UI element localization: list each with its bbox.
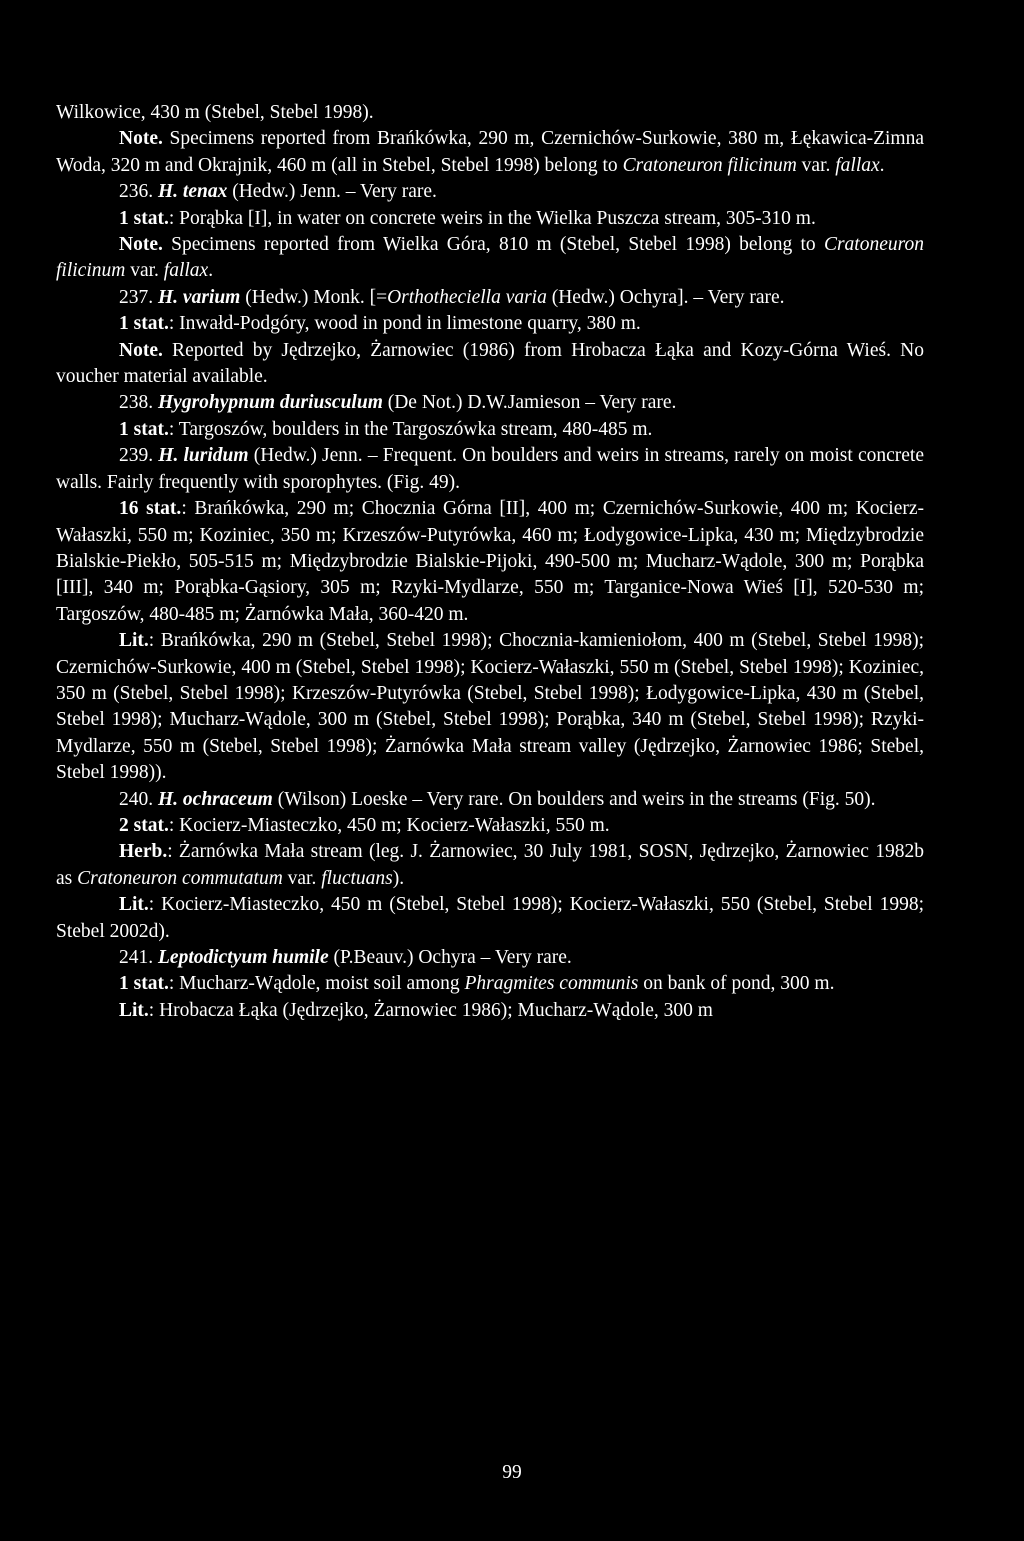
text-run: (Hedw.) Ochyra]. – Very rare. <box>546 286 785 308</box>
paragraph <box>56 945 924 971</box>
taxon-name: H. varium <box>158 286 241 308</box>
paragraph <box>56 443 924 496</box>
taxon-name: H. luridum <box>158 445 249 467</box>
paragraph <box>56 628 924 786</box>
text-run: Specimens reported from Wielka Góra, 810 m (Stebel, Stebel 1998) belong to <box>162 234 824 256</box>
text-run: : Brańkówka, 290 m; Chocznia Górna [II], 400 m; Czernichów-Surkowie, 400 m; Kocierz-Wałaszki, 550 m; Koziniec, 350 m; Krzeszów-Putyrówka, 460 m; Łodygowice-Lipka, 430 m; Międzybrodzie Bialskie-Piekło, 505-515 m; Międzybrodzie Bialskie-Pijoki, 490-500 m; Mucharz-Wądole, 300 m; Porąbka [III], 340 m; Porąbka-Gąsiory, 305 m; Rzyki-Mydlarze, 550 m; Targanice-Nowa Wieś [I], 520-530 m; Targoszów, 480-485 m; Żarnówka Mała, 360-420 m. <box>56 498 924 625</box>
section-label: Lit. <box>119 894 149 916</box>
section-label: 1 stat. <box>119 973 169 995</box>
text-run: var. <box>796 154 836 176</box>
text-run: 241. <box>119 947 158 968</box>
text-run: 239. <box>119 445 159 467</box>
section-label: Note. <box>119 339 163 361</box>
text-run: : Kocierz-Miasteczko, 450 m (Stebel, Stebel 1998); Kocierz-Wałaszki, 550 (Stebel, Stebel 1998; Stebel 2002d). <box>56 894 924 942</box>
section-label: 2 stat. <box>119 814 169 836</box>
text-run: Specimens reported from Brańkówka, 290 m, Czernichów-Surkowie, 380 m, Łękawica-Zimna Woda, 320 m and Okrajnik, 460 m (all in Stebel, Stebel 1998) belong to <box>56 128 924 176</box>
paragraph <box>56 839 924 892</box>
text-run: (Hedw.) Jenn. – Very rare. <box>227 181 437 203</box>
text-run: (Wilson) Loeske – Very rare. On boulders and weirs in the streams (Fig. 50). <box>272 788 876 810</box>
paragraph <box>56 496 924 628</box>
text-run: on bank of pond, 300 m. <box>638 973 835 995</box>
paragraph <box>56 206 924 232</box>
section-label: 16 stat. <box>119 498 182 520</box>
text-run: var. <box>282 867 322 889</box>
text-run: var. <box>125 260 164 282</box>
italic-text: fluctuans <box>321 867 393 889</box>
taxon-name: Hygrohypnum duriusculum <box>158 392 383 414</box>
paragraph <box>56 787 924 813</box>
paragraph <box>56 813 924 839</box>
italic-text: Cratoneuron filicinum <box>622 154 797 176</box>
text-run: : Mucharz-Wądole, moist soil among <box>168 973 465 995</box>
paragraph <box>56 179 924 205</box>
text-run: : Hrobacza Łąka (Jędrzejko, Żarnowiec 1986); Mucharz-Wądole, 300 m <box>148 999 713 1021</box>
paragraph <box>56 998 924 1024</box>
page-number: 99 <box>502 1462 522 1483</box>
section-label: 1 stat. <box>119 418 169 440</box>
taxon-name: H. tenax <box>158 181 228 203</box>
paragraph <box>56 232 924 285</box>
text-run: 238. <box>119 392 158 414</box>
section-label: 1 stat. <box>119 313 169 335</box>
text-run: ). <box>392 867 405 889</box>
paragraph <box>56 311 924 337</box>
text-run: (P.Beauv.) Ochyra – Very rare. <box>328 947 572 968</box>
text-run: . <box>879 154 885 176</box>
italic-text: Cratoneuron filicinum <box>56 234 924 282</box>
text-run: (Hedw.) Jenn. – Frequent. On boulders and weirs in streams, rarely on moist concrete walls. Fairly frequently with sporophytes. (Fig. 49). <box>56 445 924 493</box>
paragraph <box>56 285 924 311</box>
text-run: : Porąbka [I], in water on concrete weirs in the Wielka Puszcza stream, 305-310 m. <box>168 207 816 229</box>
taxon-name: Leptodictyum humile <box>158 947 329 968</box>
taxon-name: H. ochraceum <box>158 788 273 810</box>
paragraph <box>56 338 924 391</box>
section-label: Herb. <box>119 841 168 863</box>
text-run: . <box>208 260 214 282</box>
italic-text: Cratoneuron commutatum <box>77 867 283 889</box>
paragraph <box>56 126 924 179</box>
paragraph <box>56 892 924 945</box>
text-run: 240. <box>119 788 158 810</box>
text-run: : Żarnówka Mała stream (leg. J. Żarnowiec, 30 July 1981, SOSN, Jędrzejko, Żarnowiec 1982b as <box>56 841 924 889</box>
paragraph <box>56 971 924 997</box>
section-label: 1 stat. <box>119 207 169 229</box>
text-run: Reported by Jędrzejko, Żarnowiec (1986) from Hrobacza Łąka and Kozy-Górna Wieś. No voucher material available. <box>56 339 924 388</box>
text-run: : Brańkówka, 290 m (Stebel, Stebel 1998); Chocznia-kamieniołom, 400 m (Stebel, Stebel 1998); Czernichów-Surkowie, 400 m (Stebel, Stebel 1998); Kocierz-Wałaszki, 550 m (Stebel, Stebel 1998); Koziniec, 350 m (Stebel, Stebel 1998); Krzeszów-Putyrówka (Stebel, Stebel 1998); Łodygowice-Lipka, 430 m (Stebel, Stebel 1998); Mucharz-Wądole, 300 m (Stebel, Stebel 1998); Porąbka, 340 m (Stebel, Stebel 1998); Rzyki-Mydlarze, 550 m (Stebel, Stebel 1998); Żarnówka Mała stream valley (Jędrzejko, Żarnowiec 1986; Stebel, Stebel 1998)). <box>56 630 924 784</box>
paragraph <box>56 390 924 416</box>
body-text <box>56 100 924 1024</box>
italic-text: Phragmites communis <box>464 973 639 995</box>
section-label: Note. <box>119 234 163 256</box>
text-run: : Inwałd-Podgóry, wood in pond in limestone quarry, 380 m. <box>168 313 641 335</box>
italic-text: Orthotheciella varia <box>387 286 547 308</box>
italic-text: fallax <box>835 154 880 176</box>
section-label: Note. <box>119 128 163 150</box>
paragraph <box>56 417 924 443</box>
italic-text: fallax <box>163 260 209 282</box>
text-run: : Kocierz-Miasteczko, 450 m; Kocierz-Wałaszki, 550 m. <box>168 814 610 836</box>
text-run: (De Not.) D.W.Jamieson – Very rare. <box>382 392 677 414</box>
section-label: Lit. <box>119 999 149 1021</box>
text-run: (Hedw.) Monk. [= <box>240 286 388 308</box>
text-run: 237. <box>119 286 158 308</box>
section-label: Lit. <box>119 630 149 652</box>
text-run: 236. <box>119 181 158 203</box>
paragraph <box>56 100 924 126</box>
text-run: Wilkowice, 430 m (Stebel, Stebel 1998). <box>56 102 374 123</box>
text-run: : Targoszów, boulders in the Targoszówka stream, 480-485 m. <box>168 418 653 440</box>
